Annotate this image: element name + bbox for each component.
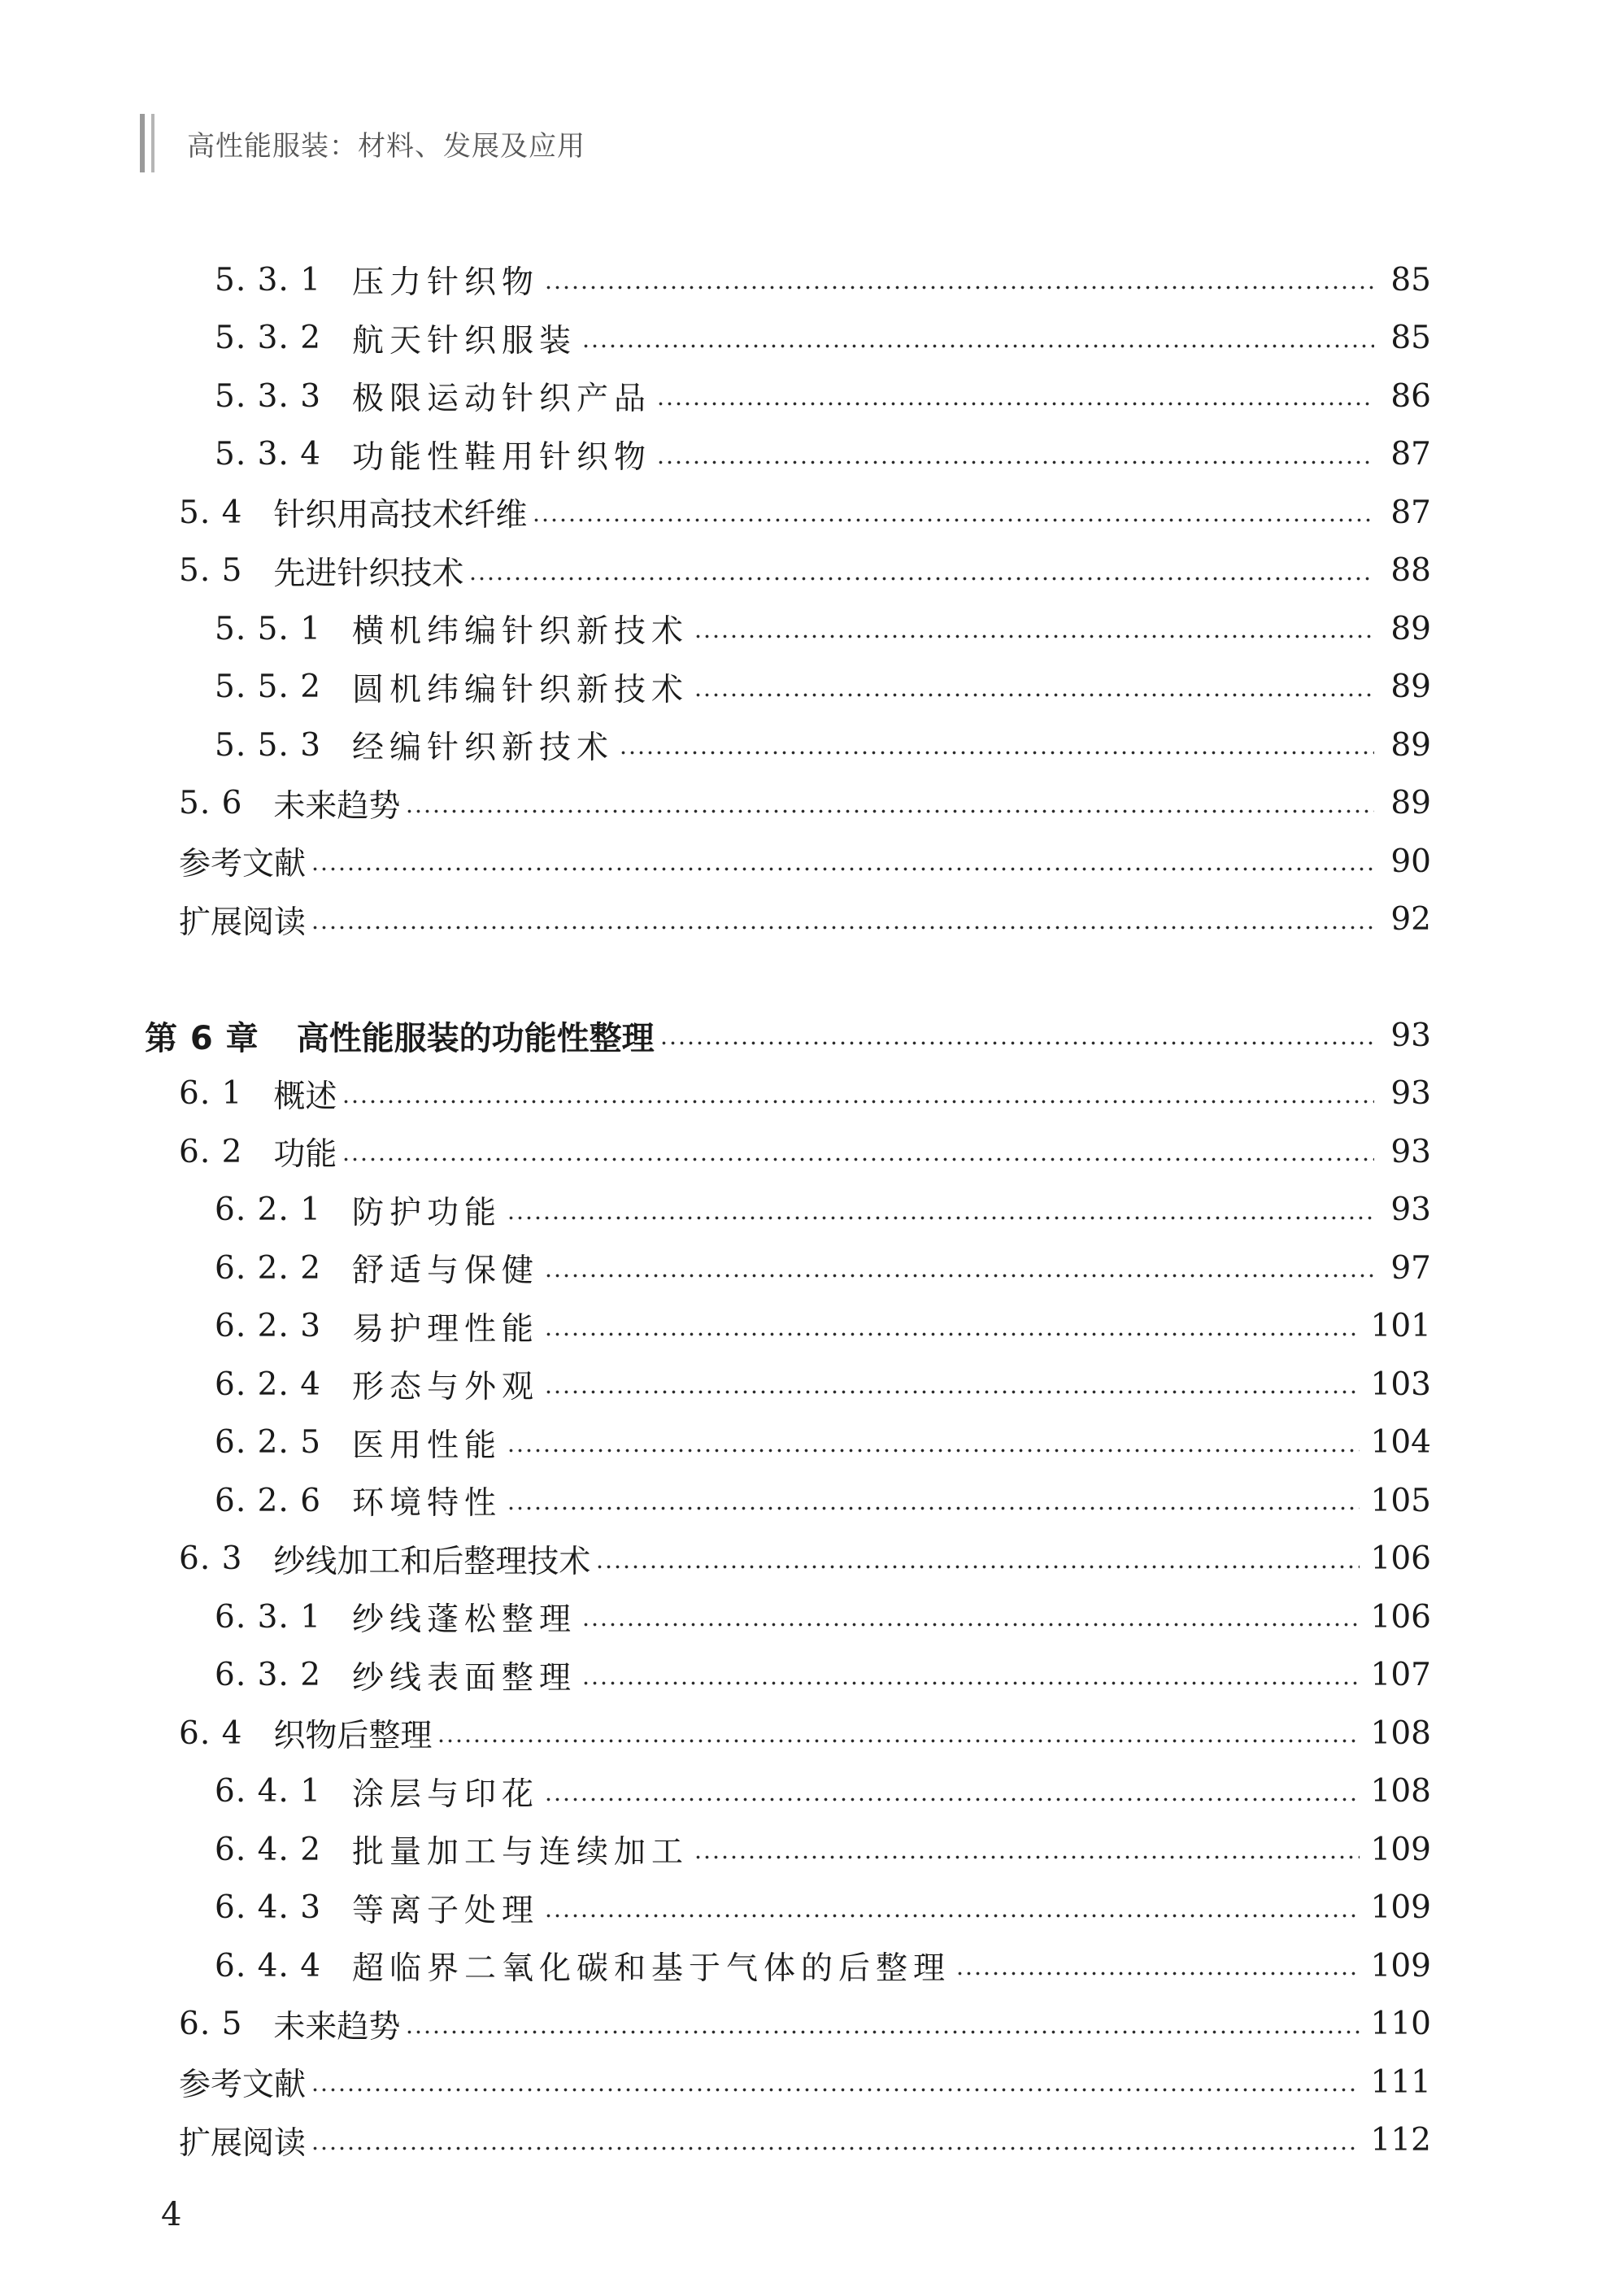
dot-leader — [656, 430, 1374, 479]
dot-leader — [311, 2116, 1360, 2165]
toc-entry-title: 环境特性 — [352, 1485, 503, 1522]
toc-entry-page: 108 — [1370, 1773, 1431, 1810]
toc-entry-title: 涂层与印花 — [352, 1775, 540, 1813]
toc-entry-page: 107 — [1370, 1657, 1431, 1693]
toc-entry-line — [215, 1767, 1431, 1816]
toc-entry-line — [215, 1884, 1431, 1932]
dot-leader — [955, 1941, 1360, 1990]
toc-entry-line — [215, 1592, 1431, 1641]
toc-entry[interactable] — [0, 721, 1623, 769]
toc-entry-number: 5. 3. 3 — [215, 377, 322, 415]
toc-entry-title: 参考文献 — [179, 846, 307, 882]
toc-entry-page: 109 — [1370, 1831, 1431, 1868]
toc-entry-line — [215, 1418, 1431, 1467]
toc-entry-title: 高性能服装的功能性整理 — [296, 1019, 655, 1057]
toc-entry[interactable] — [0, 1592, 1623, 1641]
dot-leader — [532, 488, 1374, 537]
dot-leader — [595, 1535, 1359, 1584]
dot-leader — [544, 255, 1374, 304]
toc-entry-page: 89 — [1390, 785, 1431, 821]
toc-entry-number: 6. 4. 2 — [215, 1831, 322, 1868]
toc-entry-title: 医用性能 — [352, 1427, 503, 1464]
dot-leader — [694, 604, 1374, 653]
toc-entry[interactable] — [0, 1244, 1623, 1292]
dot-leader — [544, 1884, 1360, 1932]
toc-entry-title: 经编针织新技术 — [352, 730, 615, 766]
dot-leader — [656, 372, 1374, 420]
toc-entry[interactable] — [0, 1535, 1623, 1584]
toc-entry-title: 功能 — [273, 1136, 337, 1173]
dot-leader — [507, 1476, 1360, 1525]
toc-entry-title: 纱线加工和后整理技术 — [273, 1543, 591, 1580]
toc-entry-number: 5. 4 — [179, 494, 243, 531]
toc-entry[interactable] — [0, 1302, 1623, 1351]
toc-entry-number: 6. 2. 5 — [215, 1424, 322, 1461]
toc-entry-title: 圆机纬编针织新技术 — [352, 671, 690, 708]
toc-entry-title: 参考文献 — [179, 2067, 307, 2103]
toc-entry-line — [179, 1535, 1431, 1584]
toc-entry-page: 109 — [1370, 1947, 1431, 1984]
toc-entry-line — [179, 547, 1431, 595]
toc-entry-title: 未来趋势 — [273, 787, 401, 825]
toc-entry-page: 112 — [1370, 2122, 1431, 2159]
toc-entry-line — [215, 1360, 1431, 1409]
toc-entry-number: 6. 3 — [179, 1540, 243, 1577]
toc-entry-page: 108 — [1370, 1714, 1431, 1752]
toc-entry-title: 批量加工与连续加工 — [352, 1834, 690, 1871]
toc-entry-line — [215, 255, 1431, 304]
toc-entry[interactable] — [0, 2000, 1623, 2049]
toc-entry-title: 防护功能 — [352, 1194, 503, 1231]
toc-entry-number: 5. 5 — [179, 552, 243, 589]
toc-entry[interactable] — [0, 663, 1623, 712]
dot-leader — [405, 779, 1374, 828]
toc-entry-number: 6. 2. 4 — [215, 1366, 322, 1403]
toc-entry-page: 111 — [1370, 2063, 1431, 2101]
toc-entry-number: 5. 5. 1 — [215, 610, 322, 647]
toc-entry-page: 90 — [1390, 843, 1431, 880]
toc-entry-number: 6. 2. 2 — [215, 1249, 322, 1287]
toc-entry-title: 形态与外观 — [352, 1369, 540, 1405]
toc-entry-title: 纱线蓬松整理 — [352, 1601, 577, 1638]
dot-leader — [544, 1244, 1374, 1292]
toc-entry-number: 6. 5 — [179, 2006, 243, 2042]
toc-entry[interactable] — [0, 1476, 1623, 1525]
toc-entry-line — [179, 1127, 1431, 1176]
toc-entry-title: 等离子处理 — [352, 1892, 540, 1929]
toc-entry-title: 超临界二氧化碳和基于气体的后整理 — [352, 1950, 951, 1987]
toc-chapter-entry[interactable] — [0, 1011, 1623, 1060]
toc-entry[interactable] — [0, 1651, 1623, 1700]
toc-entry-line — [179, 837, 1431, 886]
toc-entry-line — [179, 779, 1431, 828]
toc-entry-title: 扩展阅读 — [179, 2124, 307, 2162]
toc-entry-line — [215, 1651, 1431, 1700]
dot-leader — [437, 1709, 1359, 1758]
toc-entry-title: 概述 — [273, 1078, 337, 1115]
toc-entry[interactable] — [0, 1418, 1623, 1467]
dot-leader — [544, 1767, 1360, 1816]
toc-entry[interactable] — [0, 1127, 1623, 1176]
toc-entry-page: 104 — [1370, 1424, 1431, 1461]
toc-entry-title: 针织用高技术纤维 — [273, 497, 528, 534]
toc-entry[interactable] — [0, 1070, 1623, 1118]
toc-entry-title: 易护理性能 — [352, 1310, 540, 1348]
toc-entry-page: 97 — [1390, 1249, 1431, 1287]
toc-entry-title: 织物后整理 — [273, 1718, 433, 1754]
toc-entry-line — [179, 2116, 1431, 2165]
toc-entry[interactable] — [0, 2116, 1623, 2165]
toc-entry-number: 6. 2. 1 — [215, 1192, 322, 1228]
toc-entry-page: 88 — [1390, 552, 1431, 589]
toc-entry-number: 5. 5. 3 — [215, 726, 322, 764]
dot-leader — [544, 1302, 1360, 1351]
toc-entry-line — [215, 663, 1431, 712]
dot-leader — [311, 837, 1374, 886]
toc-entry-page: 93 — [1390, 1017, 1431, 1054]
toc-entry-number: 6. 4. 3 — [215, 1889, 322, 1926]
toc-entry-number: 6. 1 — [179, 1075, 243, 1112]
toc-entry-page: 93 — [1390, 1075, 1431, 1112]
dot-leader — [342, 1070, 1374, 1118]
header-bar — [140, 114, 145, 172]
toc-entry[interactable] — [0, 314, 1623, 363]
dot-leader — [468, 547, 1374, 595]
toc-entry-page: 105 — [1370, 1482, 1431, 1519]
toc-entry-page: 93 — [1390, 1192, 1431, 1228]
toc-entry-page: 106 — [1370, 1598, 1431, 1636]
toc-entry-page: 89 — [1390, 726, 1431, 764]
toc-entry[interactable] — [0, 1941, 1623, 1990]
toc-entry-line — [215, 1186, 1431, 1235]
dot-leader — [405, 2000, 1359, 2049]
dot-leader — [544, 1360, 1360, 1409]
toc-entry-number: 5. 6 — [179, 785, 243, 821]
dot-leader — [581, 314, 1374, 363]
toc-entry-title: 先进针织技术 — [273, 555, 464, 592]
toc-entry-line — [215, 372, 1431, 420]
toc-entry-line — [215, 604, 1431, 653]
toc-entry-line — [179, 2000, 1431, 2049]
toc-entry-number: 5. 3. 4 — [215, 436, 322, 473]
toc-entry-page: 86 — [1390, 377, 1431, 415]
page-number: 4 — [161, 2196, 182, 2233]
toc-entry-number: 第 6 章 — [145, 1019, 259, 1057]
toc-entry-line — [179, 1709, 1431, 1758]
toc-entry-page: 101 — [1370, 1308, 1431, 1344]
toc-entry-title: 极限运动针织产品 — [352, 381, 652, 417]
toc-entry-line — [179, 1070, 1431, 1118]
dot-leader — [507, 1418, 1360, 1467]
header-bar — [151, 114, 154, 172]
running-header — [140, 114, 585, 172]
toc-entry-number: 6. 2. 3 — [215, 1308, 322, 1344]
dot-leader — [694, 1825, 1360, 1874]
toc-entry[interactable] — [0, 430, 1623, 479]
toc-entry-page: 110 — [1370, 2006, 1431, 2042]
toc-entry-number: 5. 3. 2 — [215, 320, 322, 356]
dot-leader — [659, 1011, 1374, 1060]
toc-entry[interactable] — [0, 2058, 1623, 2106]
toc-entry-page: 89 — [1390, 669, 1431, 705]
toc-entry[interactable] — [0, 255, 1623, 304]
toc-entry-line — [179, 488, 1431, 537]
dot-leader — [342, 1127, 1374, 1176]
toc-entry-page: 103 — [1370, 1366, 1431, 1403]
toc-entry-title: 压力针织物 — [352, 264, 540, 301]
toc-entry[interactable] — [0, 1767, 1623, 1816]
toc-entry-page: 106 — [1370, 1540, 1431, 1577]
toc-entry-number: 6. 4 — [179, 1714, 243, 1752]
toc-entry-line — [215, 721, 1431, 769]
toc-entry-line — [215, 430, 1431, 479]
book-title: 高性能服装：材料、发展及应用 — [187, 129, 585, 163]
toc-entry[interactable] — [0, 779, 1623, 828]
toc-entry-title: 功能性鞋用针织物 — [352, 438, 652, 476]
toc-entry[interactable] — [0, 837, 1623, 886]
toc-entry-number: 6. 2 — [179, 1133, 243, 1170]
toc-entry-page: 87 — [1390, 494, 1431, 531]
toc-entry-number: 6. 3. 1 — [215, 1598, 322, 1636]
toc-entry-line — [179, 2058, 1431, 2106]
toc-entry[interactable] — [0, 547, 1623, 595]
toc-entry-line — [215, 314, 1431, 363]
dot-leader — [694, 663, 1374, 712]
toc-entry-line — [215, 1302, 1431, 1351]
dot-leader — [311, 2058, 1360, 2106]
toc-entry-page: 93 — [1390, 1133, 1431, 1170]
toc-entry-line — [215, 1244, 1431, 1292]
toc-entry[interactable] — [0, 1360, 1623, 1409]
dot-leader — [581, 1592, 1360, 1641]
toc-entry[interactable] — [0, 488, 1623, 537]
toc-entry-number: 5. 3. 1 — [215, 261, 322, 298]
toc-entry[interactable] — [0, 1825, 1623, 1874]
toc-entry[interactable] — [0, 1709, 1623, 1758]
toc-entry[interactable] — [0, 372, 1623, 420]
toc-entry-page: 89 — [1390, 610, 1431, 647]
toc-entry-number: 5. 5. 2 — [215, 669, 322, 705]
toc-entry[interactable] — [0, 895, 1623, 944]
toc-entry-number: 6. 4. 4 — [215, 1947, 322, 1984]
toc-entry-page: 85 — [1390, 261, 1431, 298]
toc-entry-title: 横机纬编针织新技术 — [352, 613, 690, 650]
toc-entry[interactable] — [0, 1884, 1623, 1932]
dot-leader — [581, 1651, 1360, 1700]
toc-entry-line — [215, 1476, 1431, 1525]
toc-entry[interactable] — [0, 604, 1623, 653]
toc-entry-title: 纱线表面整理 — [352, 1659, 577, 1697]
toc-entry-title: 未来趋势 — [273, 2008, 401, 2045]
toc-entry-page: 87 — [1390, 436, 1431, 473]
toc-entry-page: 85 — [1390, 320, 1431, 356]
toc-entry-number: 6. 3. 2 — [215, 1657, 322, 1693]
toc-entry-line — [215, 1941, 1431, 1990]
toc-entry-line — [179, 895, 1431, 944]
dot-leader — [507, 1186, 1374, 1235]
toc-entry-title: 扩展阅读 — [179, 904, 307, 941]
toc-entry-line — [215, 1825, 1431, 1874]
toc-entry-page: 109 — [1370, 1889, 1431, 1926]
toc-entry[interactable] — [0, 1186, 1623, 1235]
toc-entry-title: 航天针织服装 — [352, 322, 577, 359]
toc-entry-line — [145, 1011, 1431, 1060]
header-decoration-bars — [140, 114, 154, 172]
toc-entry-number: 6. 2. 6 — [215, 1482, 322, 1519]
dot-leader — [311, 895, 1374, 944]
dot-leader — [619, 721, 1374, 769]
toc-entry-page: 92 — [1390, 901, 1431, 938]
toc-entry-number: 6. 4. 1 — [215, 1773, 322, 1810]
toc-entry-title: 舒适与保健 — [352, 1253, 540, 1289]
